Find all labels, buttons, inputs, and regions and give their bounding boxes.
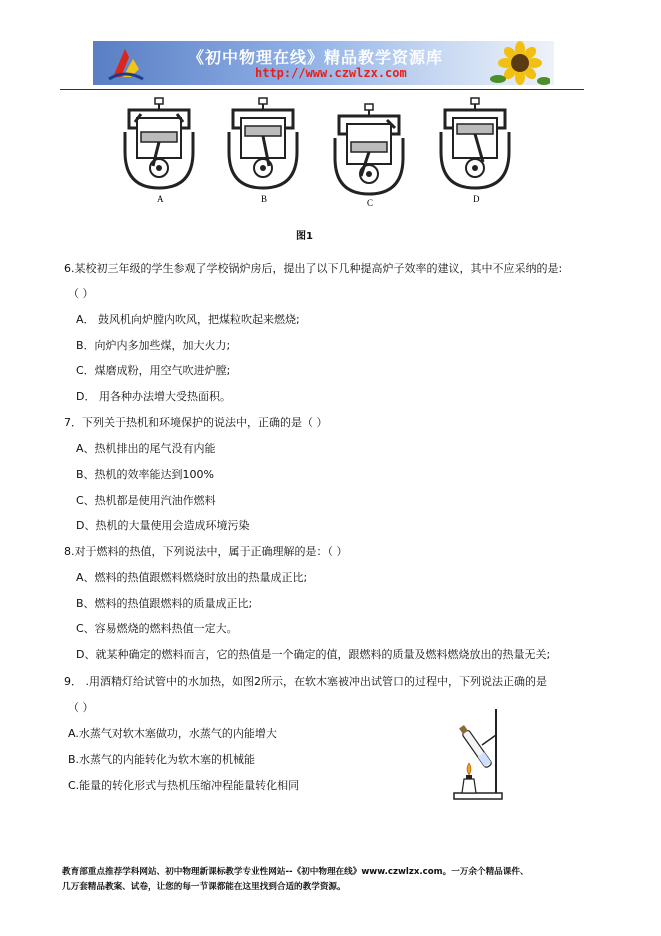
q7-stem: 7．下列关于热机和环境保护的说法中，正确的是（ ） <box>64 416 328 429</box>
engine-c <box>335 104 403 194</box>
engine-d <box>441 98 509 188</box>
site-logo-icon <box>105 43 145 83</box>
q9-option-c: C.能量的转化形式与热机压缩冲程能量转化相同 <box>68 779 300 792</box>
footer-line-1: 教育部重点推荐学科网站、初中物理新课标教学专业性网站--《初中物理在线》www.czwlzx.com。一万余个精品课件、 <box>62 867 529 877</box>
engine-label-a: A <box>157 194 164 204</box>
q8-option-b: B、燃料的热值跟燃料的质量成正比; <box>76 597 253 610</box>
banner-url: http://www.czwlzx.com <box>255 66 407 80</box>
q7-option-d: D、热机的大量使用会造成环境污染 <box>76 519 250 532</box>
q6-option-b: B．向炉内多加些煤，加大火力; <box>76 339 231 352</box>
q9-blank: （ ） <box>68 701 94 714</box>
header-rule <box>60 89 584 90</box>
q8-stem: 8.对于燃料的热值，下列说法中，属于正确理解的是：（ ） <box>64 545 348 558</box>
engine-label-c: C <box>367 198 374 208</box>
q9-option-a: A.水蒸气对软木塞做功，水蒸气的内能增大 <box>68 727 277 740</box>
q7-option-a: A、热机排出的尾气没有内能 <box>76 442 216 455</box>
figure1-caption: 图1 <box>296 231 313 242</box>
q9-stem: 9． .用酒精灯给试管中的水加热，如图2所示，在软木塞被冲出试管口的过程中，下列说法正确的是 <box>64 675 547 688</box>
page-footer <box>62 865 602 895</box>
q6-option-c: C．煤磨成粉，用空气吹进炉膛; <box>76 364 231 377</box>
test-tube-apparatus-figure <box>452 705 524 801</box>
banner-title: 《初中物理在线》精品教学资源库 <box>188 48 444 67</box>
q7-option-c: C、热机都是使用汽油作燃料 <box>76 494 216 507</box>
q7-option-b: B、热机的效率能达到100% <box>76 468 214 481</box>
engine-label-d: D <box>473 194 480 204</box>
q6-stem: 6.某校初三年级的学生参观了学校锅炉房后，提出了以下几种提高炉子效率的建议，其中不应采纳的是: <box>64 262 563 275</box>
q9-option-b: B.水蒸气的内能转化为软木塞的机械能 <box>68 753 256 766</box>
header-banner <box>93 41 554 85</box>
q8-option-d: D、就某种确定的燃料而言，它的热值是一个确定的值，跟燃料的质量及燃料燃烧放出的热量无关; <box>76 648 551 661</box>
engine-b <box>229 98 297 188</box>
q6-blank: （ ） <box>68 287 94 300</box>
engine-label-b: B <box>261 194 268 204</box>
footer-line-2: 几万套精品教案、试卷，让您的每一节课都能在这里找到合适的教学资源。 <box>62 882 346 892</box>
engine-strokes-figure <box>115 96 525 208</box>
engine-a <box>125 98 193 188</box>
sunflower-icon <box>490 41 550 85</box>
q8-option-a: A、燃料的热值跟燃料燃烧时放出的热量成正比; <box>76 571 308 584</box>
q6-option-a: A． 鼓风机向炉膛内吹风，把煤粒吹起来燃烧; <box>76 313 300 326</box>
q8-option-c: C、容易燃烧的燃料热值一定大。 <box>76 622 238 635</box>
q6-option-d: D． 用各种办法增大受热面积。 <box>76 390 231 403</box>
